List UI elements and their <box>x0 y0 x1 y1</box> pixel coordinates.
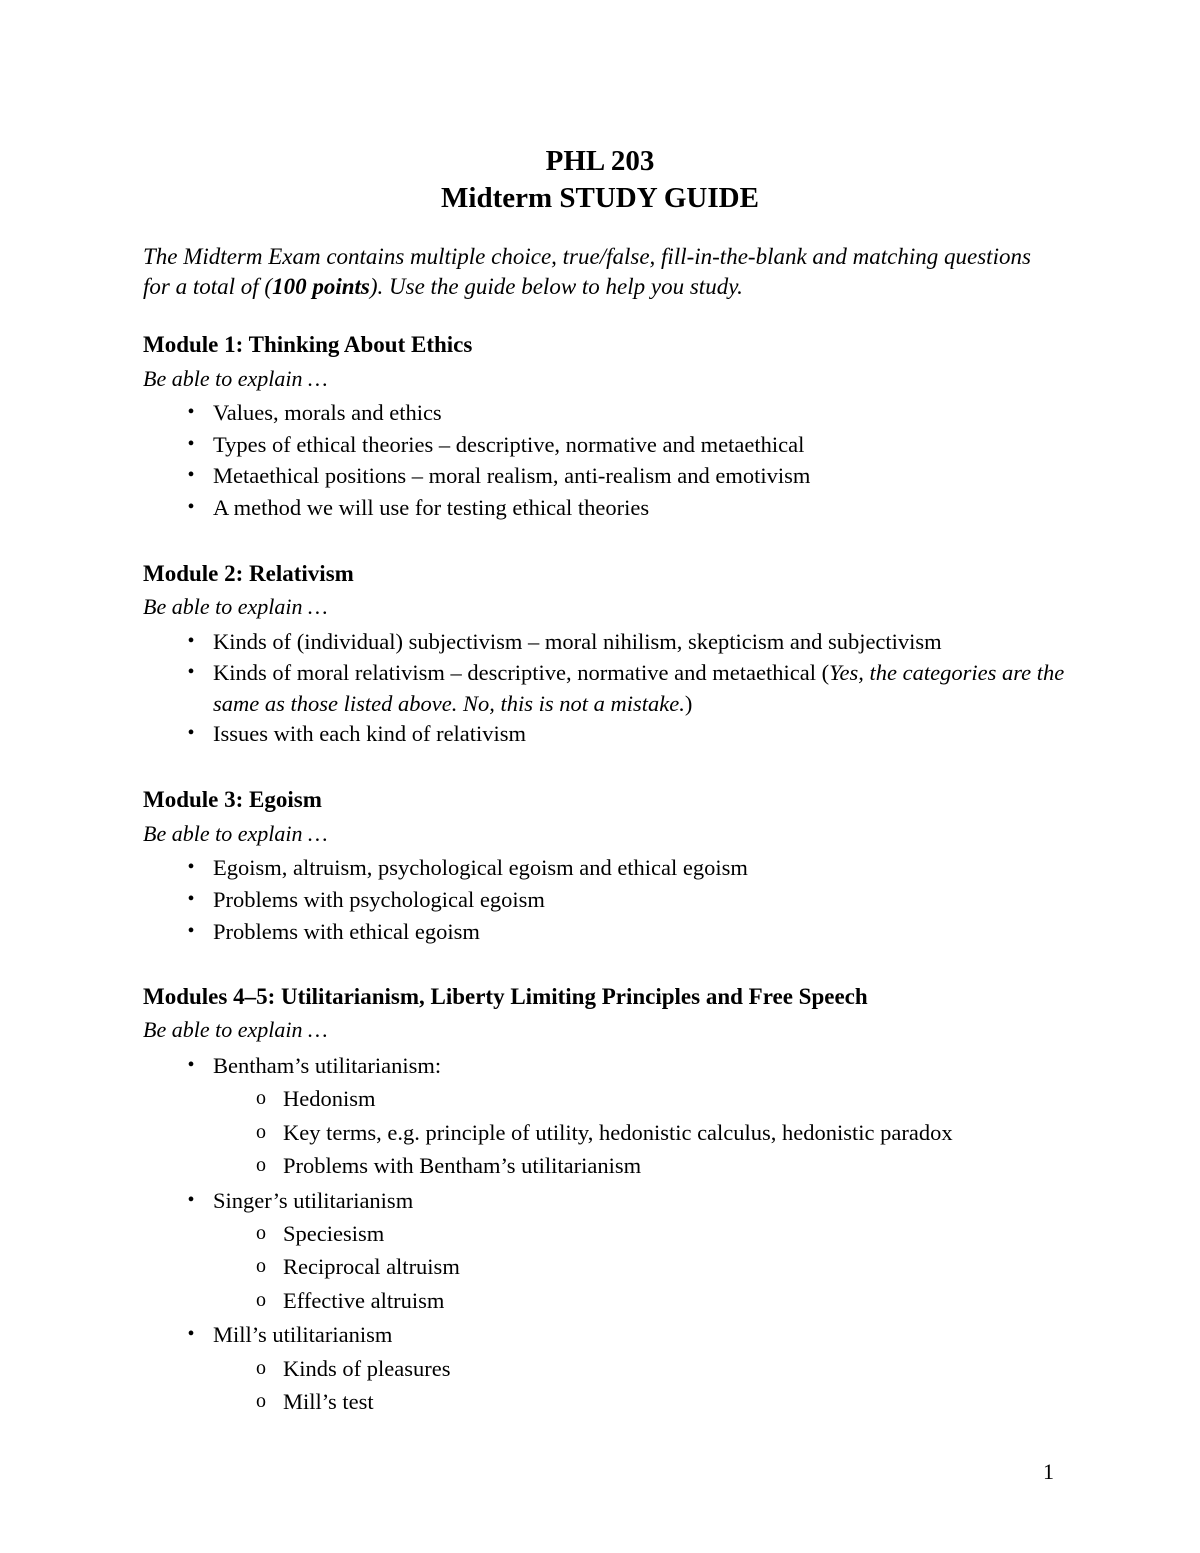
sub-list-item-text: Reciprocal altruism <box>283 1254 460 1279</box>
list-item <box>187 916 1073 947</box>
intro-points: 100 points <box>272 274 370 299</box>
list-item-text: Egoism, altruism, psychological egoism and ethical egoism <box>213 855 748 880</box>
sub-list-item-text: Hedonism <box>283 1086 376 1111</box>
module-2-subheading: Be able to explain … <box>143 594 328 619</box>
list-item-note: Yes, the categories are the same as those listed above. No, this is not a mistake. <box>213 660 1065 716</box>
list-item-text: Kinds of (individual) subjectivism – moral nihilism, skepticism and subjectivism <box>213 629 942 654</box>
page-number: 1 <box>1043 1459 1054 1484</box>
circle-bullet-icon: o <box>256 1222 266 1244</box>
sub-list-item <box>256 1386 1083 1417</box>
bullet-icon: • <box>187 856 195 878</box>
guide-title: Midterm STUDY GUIDE <box>441 182 759 214</box>
list-item-text: Issues with each kind of relativism <box>213 721 527 746</box>
module-4-5-heading: Modules 4–5: Utilitarianism, Liberty Limiting Principles and Free Speech <box>143 984 868 1009</box>
circle-bullet-icon: o <box>256 1154 266 1176</box>
list-item-text: Values, morals and ethics <box>213 400 442 425</box>
bullet-icon: • <box>187 496 195 518</box>
circle-bullet-icon: o <box>256 1289 266 1311</box>
sub-list-item-text: Kinds of pleasures <box>283 1356 451 1381</box>
bullet-icon: • <box>187 1323 195 1345</box>
list-item <box>187 492 1073 523</box>
sub-list-item <box>256 1083 1083 1114</box>
list-item <box>187 657 1073 719</box>
list-item <box>187 397 1073 428</box>
module-1-subheading: Be able to explain … <box>143 366 328 391</box>
sub-list-item <box>256 1251 1083 1282</box>
sub-list-item <box>256 1218 1083 1249</box>
list-item <box>187 1050 1073 1081</box>
sub-list-item-text: Effective altruism <box>283 1288 445 1313</box>
module-4-5-subheading: Be able to explain … <box>143 1017 328 1042</box>
list-item-text: A method we will use for testing ethical theories <box>213 495 650 520</box>
sub-list-item <box>256 1353 1083 1384</box>
list-item-close: ) <box>684 691 693 716</box>
bullet-icon: • <box>187 630 195 652</box>
sub-list-item <box>256 1150 1083 1181</box>
list-item-text: Mill’s utilitarianism <box>213 1322 393 1347</box>
list-item <box>187 460 1073 491</box>
bullet-icon: • <box>187 661 195 683</box>
list-item <box>187 1319 1073 1350</box>
list-item <box>187 884 1073 915</box>
module-2-heading: Module 2: Relativism <box>143 561 354 586</box>
list-item <box>187 718 1073 749</box>
intro-paragraph <box>143 242 1063 302</box>
bullet-icon: • <box>187 464 195 486</box>
list-item-text: Problems with ethical egoism <box>213 919 480 944</box>
list-item <box>187 1185 1073 1216</box>
bullet-icon: • <box>187 433 195 455</box>
bullet-icon: • <box>187 920 195 942</box>
circle-bullet-icon: o <box>256 1390 266 1412</box>
intro-text-1: The Midterm Exam contains multiple choice, true/false, fill-in-the-blank and matching questions for a total of ( <box>143 244 1031 299</box>
list-item <box>187 429 1073 460</box>
list-item <box>187 852 1073 883</box>
list-item-text: Bentham’s utilitarianism: <box>213 1053 442 1078</box>
course-title: PHL 203 <box>545 145 655 177</box>
module-3-heading: Module 3: Egoism <box>143 787 322 812</box>
list-item-text: Types of ethical theories – descriptive, normative and metaethical <box>213 432 805 457</box>
sub-list-item-text: Speciesism <box>283 1221 385 1246</box>
bullet-icon: • <box>187 1189 195 1211</box>
list-item-text: Problems with psychological egoism <box>213 887 545 912</box>
list-item-text: Singer’s utilitarianism <box>213 1188 414 1213</box>
circle-bullet-icon: o <box>256 1087 266 1109</box>
circle-bullet-icon: o <box>256 1255 266 1277</box>
module-1-heading: Module 1: Thinking About Ethics <box>143 332 473 357</box>
intro-text-2: ). Use the guide below to help you study. <box>369 274 743 299</box>
sub-list-item-text: Mill’s test <box>283 1389 374 1414</box>
list-item <box>187 626 1073 657</box>
sub-list-item <box>256 1117 1083 1148</box>
bullet-icon: • <box>187 1054 195 1076</box>
bullet-icon: • <box>187 722 195 744</box>
list-item-text: Kinds of moral relativism – descriptive, normative and metaethical ( <box>213 660 830 685</box>
sub-list-item <box>256 1285 1083 1316</box>
sub-list-item-text: Problems with Bentham’s utilitarianism <box>283 1153 642 1178</box>
bullet-icon: • <box>187 888 195 910</box>
circle-bullet-icon: o <box>256 1121 266 1143</box>
sub-list-item-text: Key terms, e.g. principle of utility, hedonistic calculus, hedonistic paradox <box>283 1120 953 1145</box>
bullet-icon: • <box>187 401 195 423</box>
list-item-text: Metaethical positions – moral realism, anti-realism and emotivism <box>213 463 811 488</box>
circle-bullet-icon: o <box>256 1357 266 1379</box>
module-3-subheading: Be able to explain … <box>143 821 328 846</box>
